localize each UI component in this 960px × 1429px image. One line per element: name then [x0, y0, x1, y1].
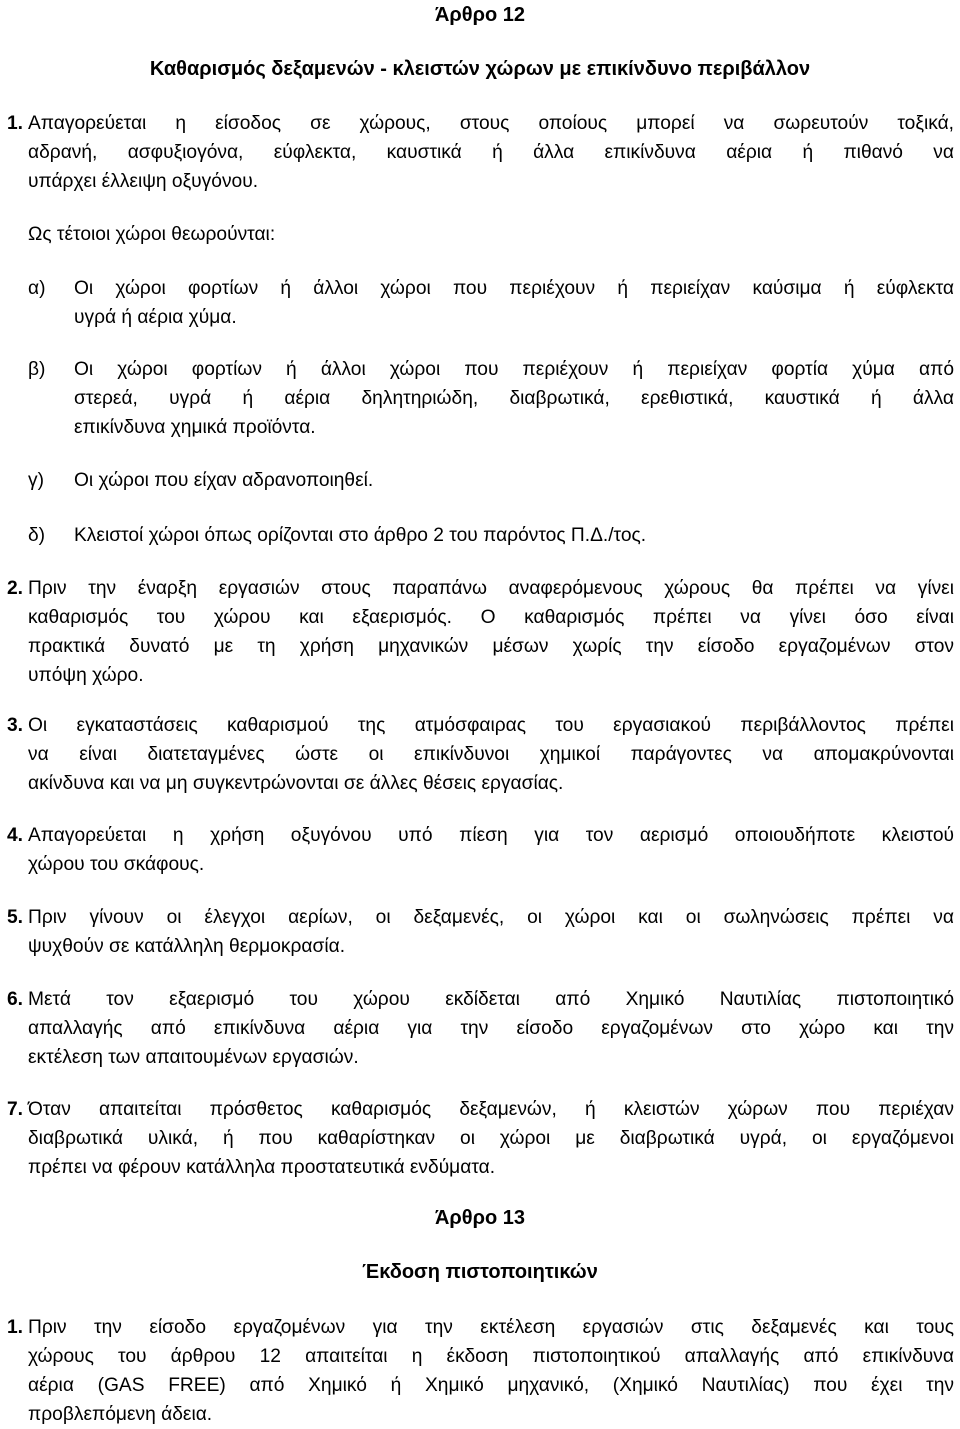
paragraph-number: 6. — [7, 989, 24, 1010]
list-item-label: β) — [28, 359, 46, 380]
text-line: Κλειστοί χώροι όπως ορίζονται στο άρθρο 2 του παρόντος Π.Δ./τος. — [74, 525, 647, 546]
text-line: Απαγορεύεται η χρήση οξυγόνου υπό πίεση για τον αερισμό οποιουδήποτε κλειστού — [28, 825, 954, 846]
text-line: Οι χώροι που είχαν αδρανοποιηθεί. — [74, 470, 374, 491]
text-line: Πριν γίνουν οι έλεγχοι αερίων, οι δεξαμενές, οι χώροι και οι σωληνώσεις πρέπει να — [28, 907, 954, 928]
paragraph-number: 4. — [7, 825, 24, 846]
article-12-subtitle: Καθαρισμός δεξαμενών - κλειστών χώρων με επικίνδυνο περιβάλλον — [149, 58, 811, 80]
list-item-label: α) — [28, 278, 46, 299]
text-line: χώρους του άρθρου 12 απαιτείται η έκδοση πιστοποιητικού απαλλαγής από επικίνδυνα — [28, 1346, 954, 1367]
text-line: ψυχθούν σε κατάλληλη θερμοκρασία. — [28, 936, 346, 957]
text-line: αδρανή, ασφυξιογόνα, εύφλεκτα, καυστικά ή άλλα επικίνδυνα αέρια ή πιθανό να — [28, 142, 954, 163]
text-line: Οι χώροι φορτίων ή άλλοι χώροι που περιέχουν ή περιείχαν καύσιμα ή εύφλεκτα — [74, 278, 954, 299]
text-line: ακίνδυνα και να μη συγκεντρώνονται σε άλλες θέσεις εργασίας. — [28, 773, 564, 794]
text-line: υπόψη χώρο. — [28, 665, 144, 686]
text-line: υγρά ή αέρια χύμα. — [74, 307, 237, 328]
text-line: χώρου του σκάφους. — [28, 854, 205, 875]
paragraph-number: 1. — [7, 1317, 24, 1338]
paragraph-number: 2. — [7, 578, 24, 599]
paragraph-number: 5. — [7, 907, 24, 928]
list-intro: Ως τέτοιοι χώροι θεωρούνται: — [28, 224, 276, 245]
text-line: αέρια (GAS FREE) από Χημικό ή Χημικό μηχανικό, (Χημικό Ναυτιλίας) που έχει την — [28, 1375, 954, 1396]
article-13-subtitle: Έκδοση πιστοποιητικών — [362, 1261, 598, 1283]
list-item-label: γ) — [28, 470, 44, 491]
text-line: επικίνδυνα χημικά προϊόντα. — [74, 417, 316, 438]
paragraph-number: 3. — [7, 715, 24, 736]
text-line: Οι χώροι φορτίων ή άλλοι χώροι που περιέχουν ή περιείχαν φορτία χύμα από — [74, 359, 954, 380]
text-line: υπάρχει έλλειψη οξυγόνου. — [28, 171, 259, 192]
text-line: Μετά τον εξαερισμό του χώρου εκδίδεται από Χημικό Ναυτιλίας πιστοποιητικό — [28, 989, 954, 1010]
article-12-title: Άρθρο 12 — [434, 4, 526, 26]
text-line: στερεά, υγρά ή αέρια δηλητηριώδη, διαβρωτικά, ερεθιστικά, καυστικά ή άλλα — [74, 388, 954, 409]
text-line: διαβρωτικά υλικά, ή που καθαρίστηκαν οι χώροι με διαβρωτικά υγρά, οι εργαζόμενοι — [28, 1128, 954, 1149]
text-line: προβλεπόμενη άδεια. — [28, 1404, 213, 1425]
paragraph-number: 7. — [7, 1099, 24, 1120]
text-line: πρακτικά δυνατό με τη χρήση μηχανικών μέσων χωρίς την είσοδο εργαζομένων στον — [28, 636, 954, 657]
list-item-label: δ) — [28, 525, 46, 546]
text-line: εκτέλεση των απαιτουμένων εργασιών. — [28, 1047, 359, 1068]
text-line: να είναι διατεταγμένες ώστε οι επικίνδυνοι χημικοί παράγοντες να απομακρύνονται — [28, 744, 954, 765]
text-line: Οι εγκαταστάσεις καθαρισμού της ατμόσφαιρας του εργασιακού περιβάλλοντος πρέπει — [28, 715, 954, 736]
text-line: Όταν απαιτείται πρόσθετος καθαρισμός δεξαμενών, ή κλειστών χώρων που περιέχαν — [28, 1099, 954, 1120]
text-line: καθαρισμός του χώρου και εξαερισμός. Ο καθαρισμός πρέπει να γίνει όσο είναι — [28, 607, 954, 628]
text-line: πρέπει να φέρουν κατάλληλα προστατευτικά ενδύματα. — [28, 1157, 496, 1178]
text-line: απαλλαγής από επικίνδυνα αέρια για την είσοδο εργαζομένων στο χώρο και την — [28, 1018, 954, 1039]
text-line: Πριν την είσοδο εργαζομένων για την εκτέλεση εργασιών στις δεξαμενές και τους — [28, 1317, 954, 1338]
text-line: Πριν την έναρξη εργασιών στους παραπάνω αναφερόμενους χώρους θα πρέπει να γίνει — [28, 578, 954, 599]
text-line: Απαγορεύεται η είσοδος σε χώρους, στους οποίους μπορεί να σωρευτούν τοξικά, — [28, 113, 954, 134]
article-13-title: Άρθρο 13 — [434, 1207, 526, 1229]
paragraph-number: 1. — [7, 113, 24, 134]
